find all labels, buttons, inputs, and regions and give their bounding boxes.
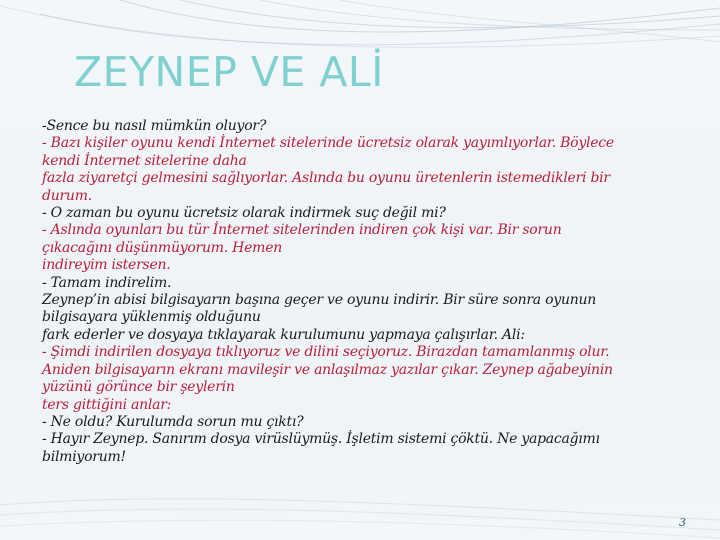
story-text (42, 118, 692, 466)
text-line: - Hayır Zeynep. Sanırım dosya virüslüymüş. İşletim sistemi çöktü. Ne yapacağımı (42, 431, 600, 448)
text-line: yüzünü görünce bir şeylerin (42, 379, 235, 396)
text-line: indireyim istersen. (42, 257, 171, 274)
text-line: - Aslında oyunları bu tür İnternet sitelerinden indiren çok kişi var. Bir sorun (42, 222, 562, 239)
text-line: - Şimdi indirilen dosyaya tıklıyoruz ve dilini seçiyoruz. Birazdan tamamlanmış olur. (42, 344, 610, 361)
text-line: Zeynep’in abisi bilgisayarın başına geçer ve oyunu indirir. Bir süre sonra oyunun (42, 292, 597, 309)
text-line: bilgisayara yüklenmiş olduğunu (42, 309, 261, 326)
text-line: - Bazı kişiler oyunu kendi İnternet sitelerinde ücretsiz olarak yayımlıyorlar. Böylece (42, 135, 614, 152)
text-line: - Tamam indirelim. (42, 274, 172, 291)
slide-title: ZEYNEP VE ALİ (74, 48, 384, 96)
text-line: Aniden bilgisayarın ekranı mavileşir ve anlaşılmaz yazılar çıkar. Zeynep ağabeyinin (42, 361, 613, 378)
text-line: -Sence bu nasıl mümkün oluyor? (42, 118, 267, 134)
text-line: ters gittiğini anlar: (42, 396, 172, 413)
text-line: - Ne oldu? Kurulumda sorun mu çıktı? (42, 413, 304, 430)
text-line: durum. (42, 187, 92, 204)
text-line: - O zaman bu oyunu ücretsiz olarak indirmek suç değil mi? (42, 205, 446, 222)
text-line: çıkacağını düşünmüyorum. Hemen (42, 239, 283, 256)
slide-number: 3 (679, 516, 686, 529)
text-line: fark ederler ve dosyaya tıklayarak kurulumunu yapmaya çalışırlar. Ali: (42, 326, 525, 343)
text-line: bilmiyorum! (42, 448, 126, 465)
text-line: fazla ziyaretçi gelmesini sağlıyorlar. Aslında bu oyunu üretenlerin istemedikleri bir (42, 170, 610, 187)
text-line: kendi İnternet sitelerine daha (42, 152, 247, 169)
